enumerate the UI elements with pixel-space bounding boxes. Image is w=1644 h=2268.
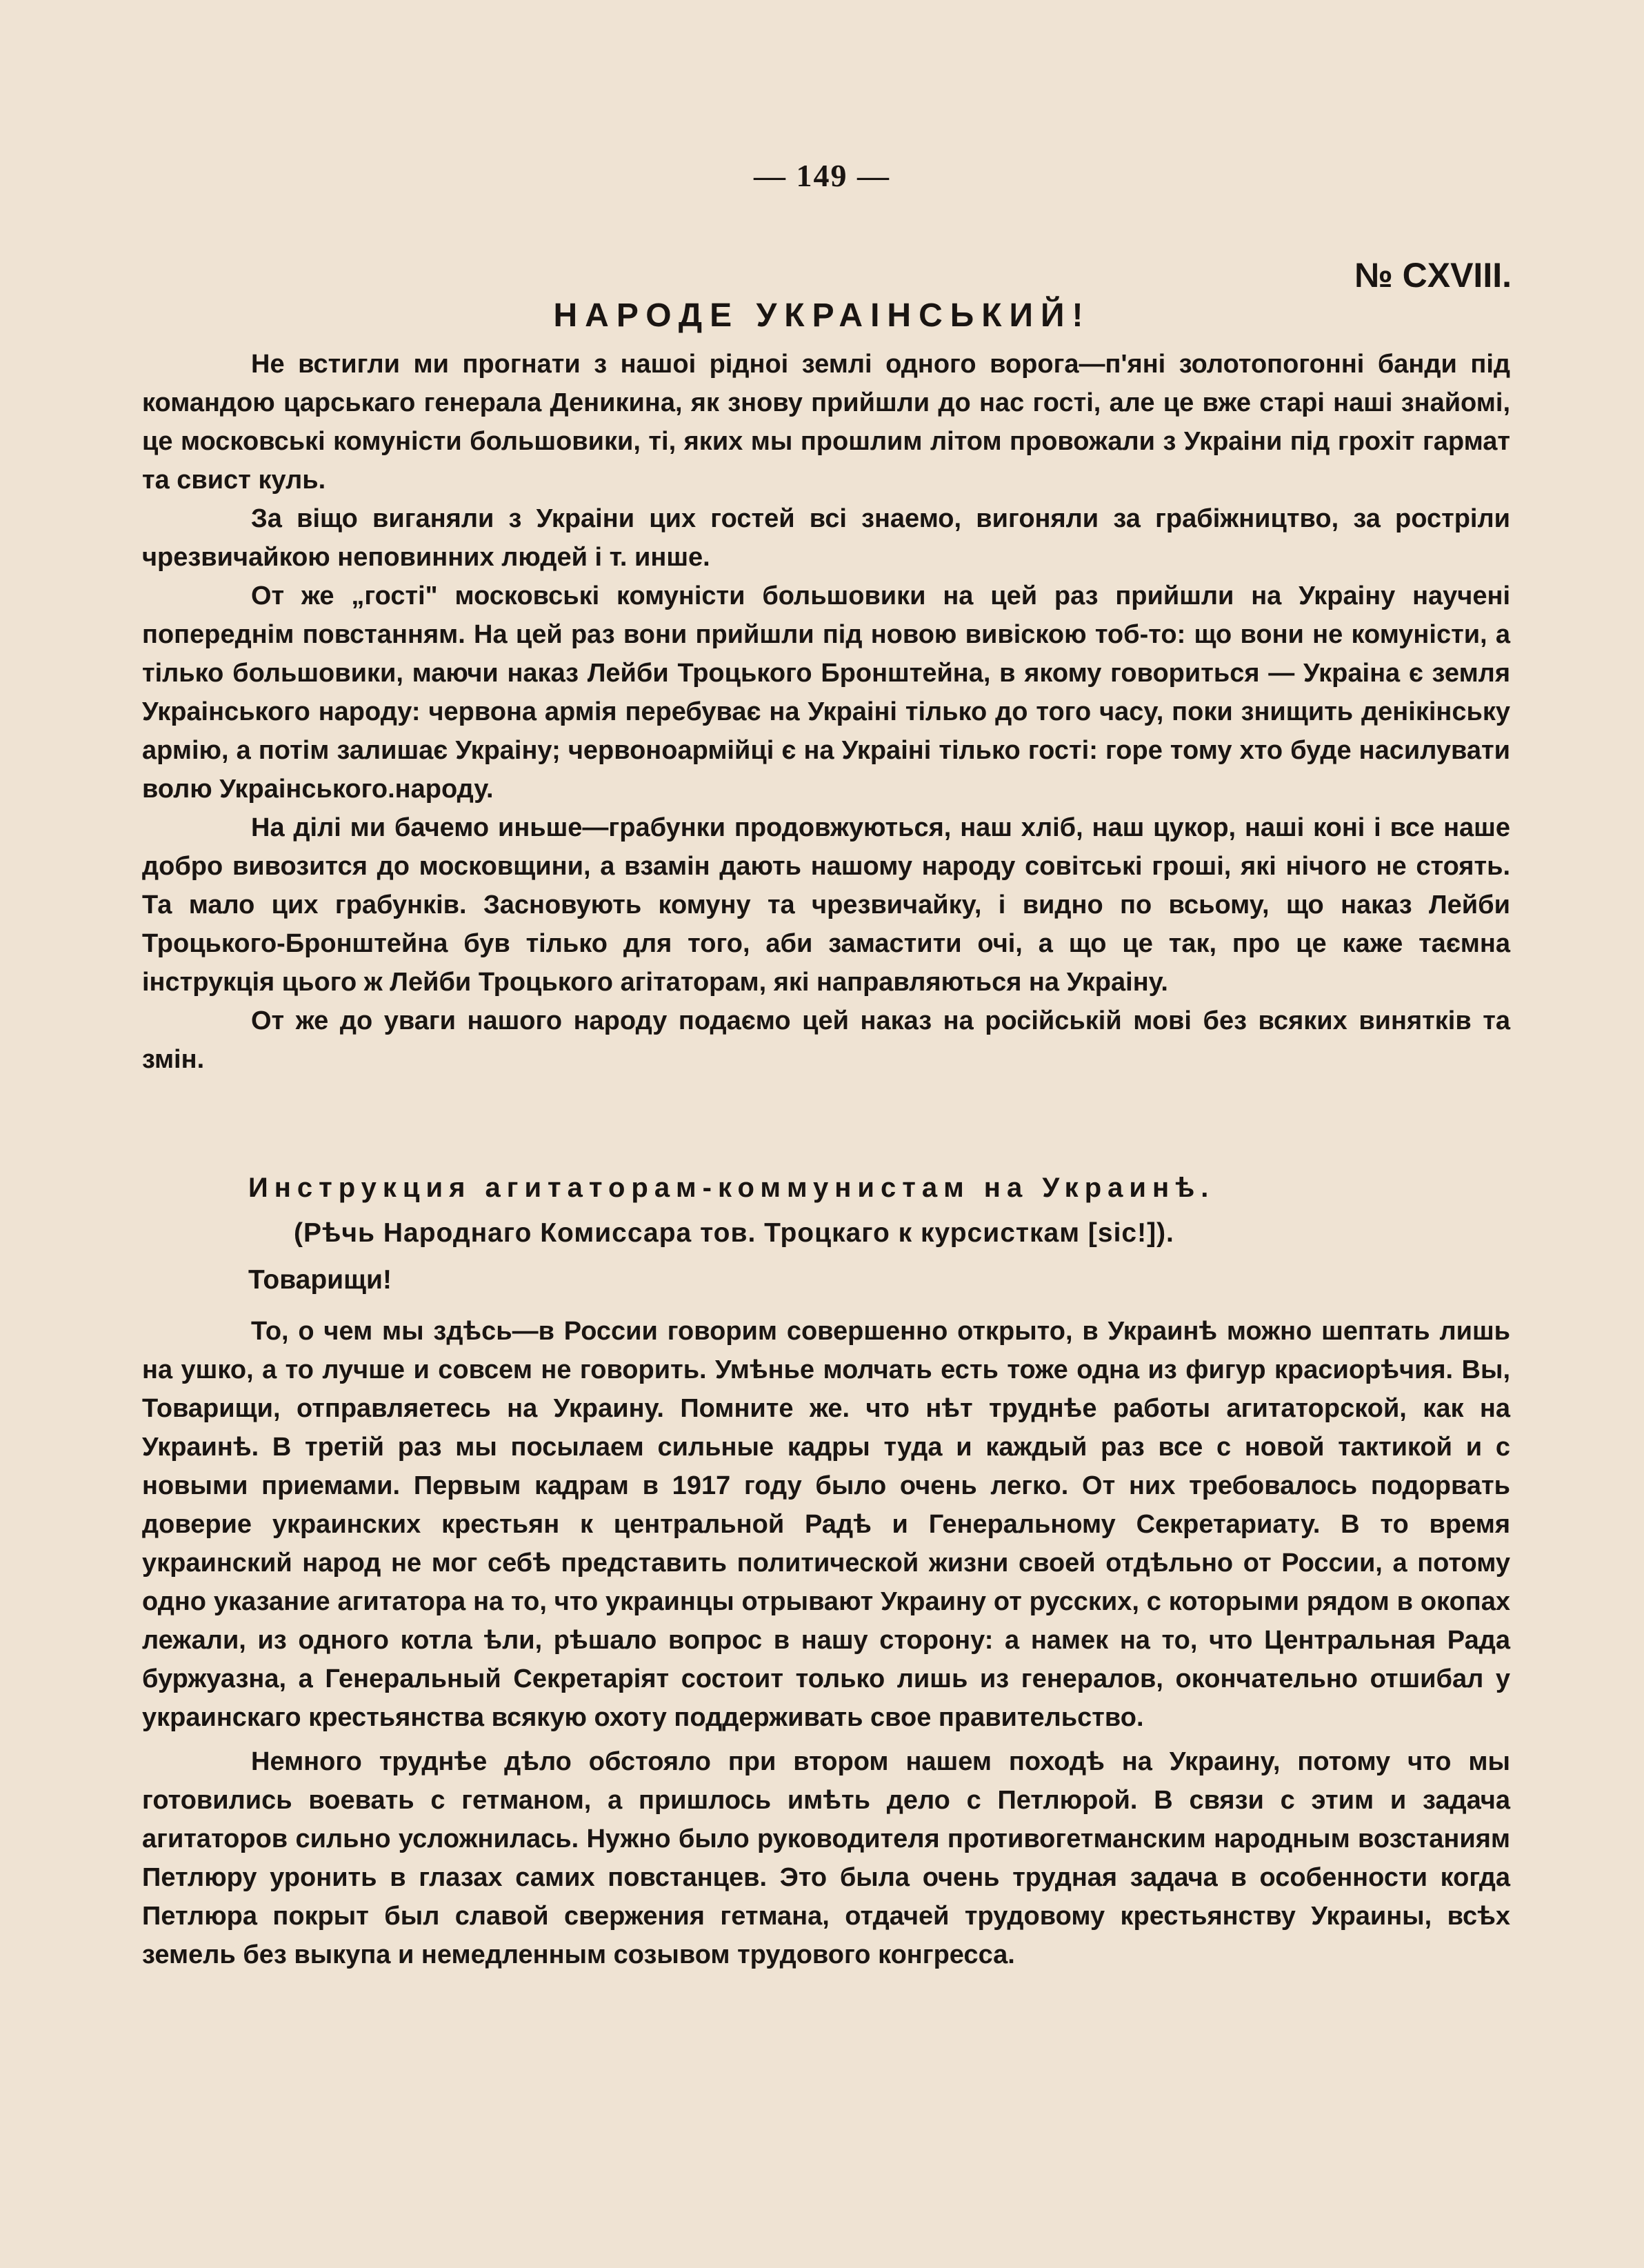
ua-paragraph-2: За віщо виганяли з Украіни цих гостей всі знаемо, вигоняли за грабіжництво, за ростріли чрезвичайкою неповинних людей і т. инше. — [142, 504, 1510, 572]
ua-paragraph-3: От же „гості" московські комуністи большовики на цей раз прийшли на Украіну научені попереднім повстанням. На цей раз вони прийшли під новою вивіскою тоб-то: що вони не комуністи, а тілько большовики, маючи наказ Лейби Троцького Бронштейна, в якому говориться — Украіна є земля Украінського народу: червона армія перебуває на Украіні тілько до того часу, поки знищить денікінську армію, а потім залишає Украіну; червоноармійці є на Украіні тілько гості: горе тому хто буде насилувати волю Украінського.народу. — [142, 581, 1510, 804]
ukrainian-proclamation-body — [142, 345, 1510, 1079]
ua-paragraph-1: Не встигли ми прогнати з нашоі рідноі землі одного ворога—п'яні золотопогонні банди під командою царськаго генерала Деникина, як знову прийшли до нас гості, але це вже старі наші знайомі, це московські комуністи большовики, ті, яких мы прошлим літом провожали з Украіни під грохіт гармат та свист куль. — [142, 350, 1510, 495]
ru-paragraph-1: То, о чем мы здѣсь—в России говорим совершенно открыто, в Украинѣ можно шептать лишь на ушко, а то лучше и совсем не говорить. Умѣнье молчать есть тоже одна из фигур красиорѣчия. Вы, Товарищи, отправляетесь на Украину. Помните же. что нѣт труднѣе работы агитаторской, как на Украинѣ. В третій раз мы посылаем сильные кадры туда и каждый раз все с новой тактикой и с новыми приемами. Первым кадрам в 1917 году было очень легко. От них требовалось подорвать доверие украинских крестьян к центральной Радѣ и Генеральному Секретариату. В то время украинский народ не мог себѣ представить политической жизни своей отдѣльно от России, а потому одно указание агитатора на то, что украинцы отрывают Украину от русских, с которыми рядом в окопах лежали, из одного котла ѣли, рѣшало вопрос в нашу сторону: а намек на то, что Центральная Рада буржуазна, а Генеральный Секретаріят состоит только лишь из генералов, окончательно отшибал у украинскаго крестьянства всякую охоту поддерживать свое правительство. — [142, 1317, 1510, 1732]
proclamation-title: НАРОДЕ УКРАІНСЬКИЙ! — [553, 297, 1091, 334]
instruction-title: Инструкция агитаторам-коммунистам на Украинѣ. — [248, 1173, 1215, 1203]
ru-paragraph-2: Немного труднѣе дѣло обстояло при втором нашем походѣ на Украину, потому что мы готовились воевать с гетманом, а пришлось имѣть дело с Петлюрой. В связи с этим и задача агитаторов сильно усложнилась. Нужно было руководителя противогетманским народным возстаниям Петлюру уронить в глазах самих повстанцев. Это была очень трудная задача в особенности когда Петлюра покрыт был славой свержения гетмана, отдачей трудовому крестьянству Украины, всѣх земель без выкупа и немедленным созывом трудового конгресса. — [142, 1747, 1510, 1969]
ua-paragraph-4: На ділі ми бачемо иньше—грабунки продовжуються, наш хліб, наш цукор, наші коні і все наше добро вивозится до московщини, а взамін дають нашому народу совітські гроші, які нічого не стоять. Та мало цих грабунків. Засновують комуну та чрезвичайку, і видно по всьому, що наказ Лейби Троцького-Бронштейна був тілько для того, аби замастити очі, а що це так, про це каже таємна інструкція цього ж Лейби Троцького агітаторам, які направляються на Украіну. — [142, 813, 1510, 997]
document-number: № CXVIII. — [1354, 256, 1512, 295]
russian-instruction-body — [142, 1312, 1510, 1974]
page-number: — 149 — — [754, 158, 890, 193]
ua-paragraph-5: От же до уваги нашого народу подаємо цей наказ на російській мові без всяких винятків та змін. — [142, 1006, 1510, 1074]
salutation: Товарищи! — [248, 1265, 392, 1295]
speech-note: (Рѣчь Народнаго Комиссара тов. Троцкаго к курсисткам [sic!]). — [294, 1218, 1174, 1248]
